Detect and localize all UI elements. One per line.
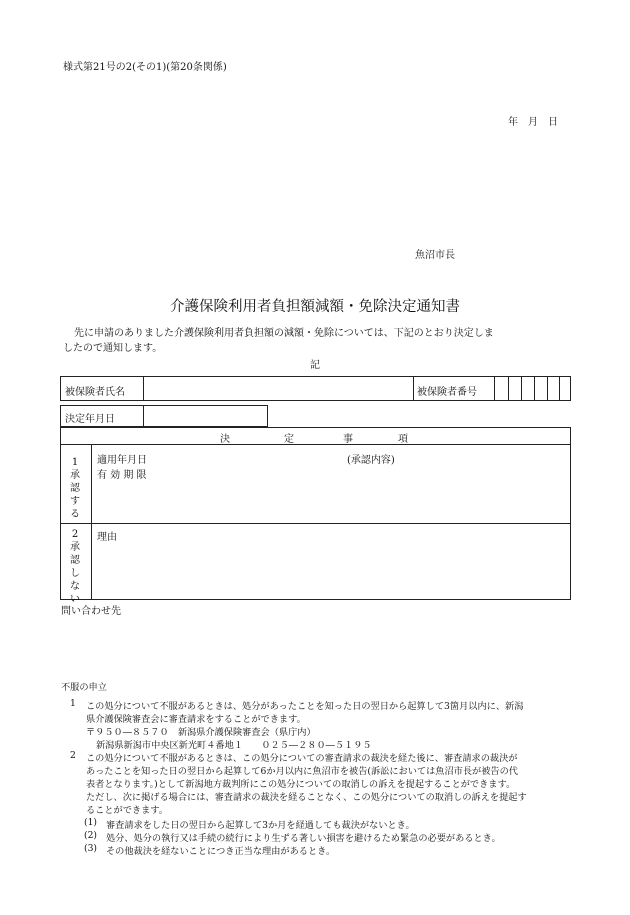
date-line: 年 月 日 [508,117,558,128]
document-title: 介護保険利用者負担額減額・免除決定通知書 [170,299,460,315]
appeal-sub-item-text: 処分、処分の執行又は手続の続行により生ずる著しい損害を避けるため緊急の必要があるとき。 [106,833,501,844]
insured-row [60,376,571,401]
issuer-name: 魚沼市長 [415,250,455,261]
appeal-sub-item-number: (3) [84,843,98,854]
appeal-item-2-number: 2 [70,750,76,761]
appeal-item-2-line: ただし、次に掲げる場合には、審査請求の裁決を経ることなく、この処分についての取消しの訴えを提起す [86,792,527,803]
appeal-item-1-line: 新潟県新潟市中央区新光町４番地１ ０２５―２８０―５１９５ [96,740,372,751]
appeal-item-1-line: この処分について不服があるときは、処分があったことを知った日の翌日から起算して3箇月以内に、新潟 [86,701,524,712]
appeal-item-2-line: ることができます。 [86,805,168,816]
appeal-item-2-line: この処分について不服があるときは、この処分についての審査請求の裁決を経た後に、審査請求の裁決が [86,753,518,764]
decision-header-2: 定 [284,434,294,445]
appeal-sub-item-number: (1) [84,817,98,828]
appeal-item-1-line: 〒９５０―８５７０ 新潟県介護保険審査会（県庁内） [86,727,316,738]
decision-header-3: 事 [343,434,353,445]
appeal-item-2-line: 表者となります。)として新潟地方裁判所にこの処分についての取消しの訴えを提起することができます。 [86,779,516,790]
form-number: 様式第21号の2(その1)(第20条関係) [63,62,227,73]
decision-date-row [60,405,268,427]
appeal-item-1-line: 県介護保険審査会に審査請求をすることができます。 [86,714,306,725]
intro-line-2: したので通知します。 [63,343,163,354]
validity-label: 有 効 期 限 [97,470,147,481]
appeal-sub-item-number: (2) [84,830,98,841]
appeal-item-1-number: 1 [70,698,76,709]
appeal-heading: 不服の申立 [61,682,107,693]
deny-reason-label: 理由 [97,532,117,543]
ki-mark: 記 [310,360,320,371]
insured-number-label: 被保険者番号 [417,387,477,398]
decision-date-label: 決定年月日 [65,414,115,425]
appeal-item-2-line: あったことを知った日の翌日から起算して6か月以内に魚沼市を被告(訴訟においては魚沼市長が被告の代 [86,766,518,777]
insured-name-label: 被保険者氏名 [65,387,125,398]
approval-content-label: (承認内容) [347,455,395,466]
decision-header-4: 項 [398,434,408,445]
decision-table [60,427,571,605]
decision-header-1: 決 [220,434,230,445]
deny-label: 2承認しない [70,529,80,605]
appeal-sub-item-text: その他裁決を経ないことにつき正当な理由があるとき。 [106,846,336,857]
applicable-date-label: 適用年月日 [97,455,147,466]
appeal-sub-item-text: 審査請求をした日の翌日から起算して3か月を経過しても裁決がないとき。 [106,820,415,831]
inquiry-label: 問い合わせ先 [61,606,121,617]
intro-line-1: 先に申請のありました介護保険利用者負担額の減額・免除については、下記のとおり決定しま [74,328,494,339]
approve-label: 1承認する [70,457,80,520]
